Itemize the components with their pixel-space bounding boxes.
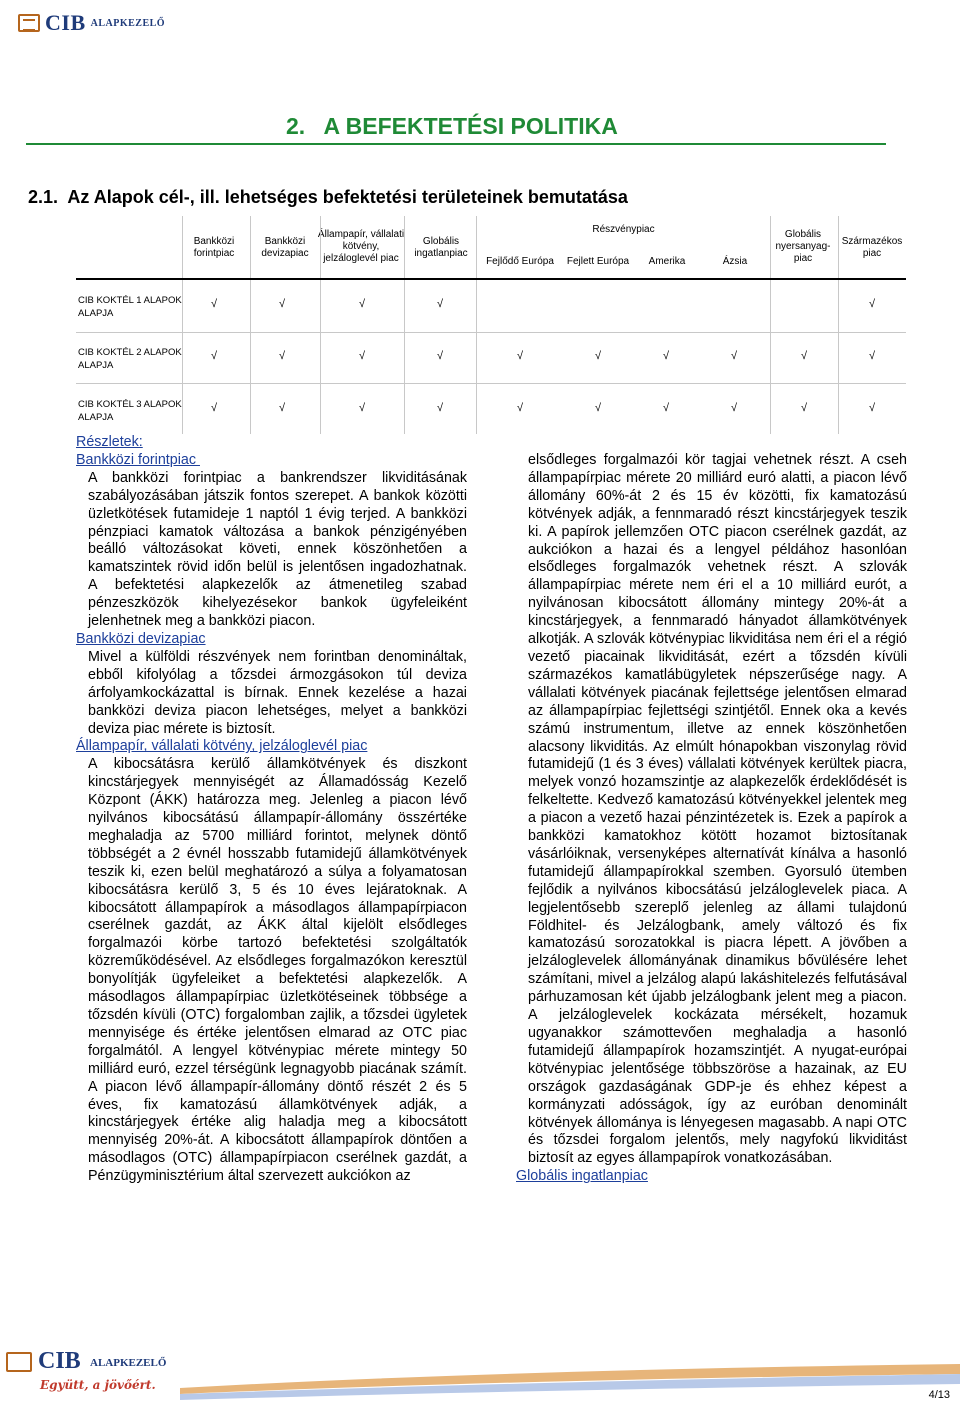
heading-allampapir-piac: Állampapír, vállalati kötvény, jelzáloglevél piac — [76, 738, 368, 755]
grid-line — [838, 216, 839, 434]
col-header-7: Ázsia — [722, 256, 748, 267]
heading-globalis-ingatlanpiac: Globális ingatlanpiac — [516, 1168, 648, 1185]
grid-line — [182, 216, 183, 434]
check-mark: √ — [358, 298, 366, 310]
check-mark: √ — [868, 402, 876, 414]
header-logo-text: CIB — [45, 10, 86, 35]
section-title: 2.1. Az Alapok cél-, ill. lehetséges befektetési területeinek bemutatása — [28, 187, 628, 207]
grid-line — [404, 216, 405, 434]
footer-logo-sub: ALAPKEZELŐ — [90, 1357, 167, 1369]
footer-logo — [6, 1348, 176, 1398]
col-header-5: Fejlett Európa — [566, 256, 630, 267]
left-column — [76, 434, 467, 1186]
paragraph-bankkozi-devizapiac: Mivel a külföldi részvények nem forintban denomináltak, ebből kifolyólag a tőzsdei ármozgásokon túl deviza árfolyamkockázattal is bírnak. Ennek kezelése a hazai bankközi deviza piacon lehetséges, melyet a bankközi deviza piac mérete is biztosít. — [88, 648, 467, 737]
grid-line — [76, 332, 906, 333]
row-label-2: CIB KOKTÉL 2 ALAPOK ALAPJA — [78, 347, 182, 371]
footer-logo-text: CIB — [38, 1348, 81, 1374]
header-logo-sub: ALAPKEZELŐ — [90, 17, 166, 29]
col-header-1: Bankközi devizapiac — [261, 236, 309, 259]
grid-line — [476, 216, 477, 434]
row-label-3: CIB KOKTÉL 3 ALAPOK ALAPJA — [78, 399, 182, 423]
col-header-6: Amerika — [648, 256, 686, 267]
details-label: Részletek: — [76, 434, 143, 450]
footer-slogan: Együtt, a jövőért. — [40, 1378, 156, 1392]
check-mark: √ — [662, 402, 670, 414]
col-header-8: Globális nyersanyag-piac — [775, 229, 831, 264]
paragraph-allampapir-piac: A kibocsátásra kerülő államkötvények és diszkont kincstárjegyek mennyiségét az Államadósság Kezelő Központ (ÁKK) határozza meg. Jelenleg a piacon lévő nyilvános kibocsátású állampapír-állomány összértéke meghaladja az 5700 milliárd forintot, melynek döntő többségét a 2 évnél hosszabb futamidejű államkötvények teszik ki, ezen belül meghatározó a súlya a folyamatosan kibocsátásra kerülő 3, 5 és 10 éves lejáratoknak. A kibocsátott állampapírok a másodlagos állampapírpiacon cserélnek gazdát, az ÁKK által kijelölt elsődleges forgalmazói körbe tartozó befektetési szolgáltatók közreműködésével. Az elsődleges forgalmazókon keresztül bonyolítják ügyfeleiket a befektetési alapkezelők. A másodlagos állampapírpiac üzletkötéseinek többsége a tőzsdén kívüli (OTC) forgalomban zajlik, a tőzsdei ügyletek mennyisége és értéke jelentősen elmarad az OTC piac forgalmától. A lengyel kötvénypiac mérete mintegy 50 milliárd euró, ezzel térségünk legnagyobb piacának számít. A piacon lévő állampapír-állomány döntő részét 2 és 5 éves, fix kamatozású államkötvények adják, a kincstárjegyek értéke alig haladja meg a kibocsátott mennyiség 20%-át. A kibocsátott állampapírok döntően a másodlagos (OTC) állampapírpiacon cserélnek gazdát, a Pénzügyminisztérium által szervezett aukciókon az — [88, 756, 467, 1185]
check-mark: √ — [594, 402, 602, 414]
check-mark: √ — [436, 298, 444, 310]
title-divider — [26, 143, 886, 145]
check-mark: √ — [436, 402, 444, 414]
paragraph-bankkozi-forintpiac: A bankközi forintpiac a bankrendszer likviditásának szabályozásában játszik fontos szerepet. A bankok közötti üzletkötések futamideje 1 naptól 1 évig terjed. A bankközi pénzpiaci kamatok változása a bankok pénzigényében beálló változásokat követi, ennek köszönhetően a kamatszintek rövid időn belül is jelentősen ingadozhatnak. A befektetési alapkezelők az átmenetileg szabad pénzeszközök kihelyezésekor bankok ügyfeleiként jelenhetnek meg a bankközi piacon. — [88, 469, 467, 630]
check-mark: √ — [516, 350, 524, 362]
paragraph-allampapir-continued: elsődleges forgalmazói kör tagjai vehetnek részt. A cseh állampapírpiac mérete 20 milliárd euró alatti, a piacon lévő állomány 60%-át 2 és 15 év közötti, fix kamatozású kötvények adják, a fennmaradó részt kincstárjegyek teszik ki. A papírok jellemzően OTC piacon cserélnek gazdát, az aukciókon a hazai és a lengyel példához hasonlóan elsődleges forgalmazók vehetnek részt. A szlovák állampapírpiac mérete nem éri el a 10 milliárd eurót, a nyilvánosan kibocsátott állomány mintegy 20%-át a kincstárjegyek, a fennmaradó hányadot államkötvények alkotják. A szlovák kötvénypiac likviditása nem éri el a régió vezető piacainak likviditását, ezért a tőzsdén kívüli származékos kamatlábügyletek népszerűsége nagy. A vállalati kötvények piacának fejlettsége jelentősen elmarad az állampapírpiac fejlettségi szintjétől. Ennek oka a kevés számú instrumentum, illetve az ennek köszönhetően alacsony likviditás. Az elmúlt hónapokban viszonylag rövid futamidejű (1 és 3 éves) vállalati kötvények kerültek piacra, melyek vonzó hozamszintje az alapkezelők érdeklődését is felkeltette. Kedvező kamatozású kötvényekkel jelentek meg a piacon a vezető hazai pénzintézetek is. Ezek a papírok a bankközi kamatokhoz kötött hozamot biztosítanak vásárlóiknak, versenyképes alternatívát kínálva a hasonló futamidejű állampapírokkal szemben. Gyorsuló ütemben fejlődik a nyilvános kibocsátású jelzáloglevelek piaca. A legjelentősebb szereplő jelenleg az állami tulajdonú Földhitel- és Jelzálogbank, amely változó és fix kamatozású sorozatokkal is piacra lépett. A jövőben a jelzáloglevelek állományának dinamikus bővülésére lehet számítani, mivel a jelzálog alapú lakáshitelezés felfutásával párhuzamosan két újabb jelzálogbank jelent meg a piacon. A jelzáloglevelek kockázata mérsékelt, hozamuk ugyanakkor számottevően meghaladja a hasonló futamidejű állampapírok hozamszintjét. A nyugat-európai kötvénypiac jelentősége többszöröse a hazainak, az EU országok gazdaságának GDP-je és ehhez képest a kormányzati adósságok, így az euróban denominált kötvények állománya is lényegesen magasabb. A napi OTC és tőzsdei forgalom jelentős, mely nagyfokú likviditást biztosít az egyes állampapírok vonatkozásában. — [528, 452, 907, 1167]
col-header-3: Globális ingatlanpiac — [414, 236, 468, 259]
check-mark: √ — [800, 402, 808, 414]
grid-line — [320, 216, 321, 434]
col-group-header: Részvénypiac — [592, 224, 655, 235]
col-header-9: Származékos piac — [841, 236, 903, 259]
page-number: 4/13 — [928, 1389, 950, 1401]
check-mark: √ — [210, 350, 218, 362]
investment-areas-table — [76, 216, 906, 434]
check-mark: √ — [358, 350, 366, 362]
heading-bankkozi-forintpiac: Bankközi forintpiac — [76, 451, 200, 468]
check-mark: √ — [730, 350, 738, 362]
check-mark: √ — [278, 402, 286, 414]
check-mark: √ — [730, 402, 738, 414]
row-label-1: CIB KOKTÉL 1 ALAPOK ALAPJA — [78, 295, 182, 319]
check-mark: √ — [278, 298, 286, 310]
header-logo — [18, 10, 168, 36]
grid-line — [250, 216, 251, 434]
header-rule — [76, 278, 906, 280]
check-mark: √ — [868, 298, 876, 310]
check-mark: √ — [278, 350, 286, 362]
grid-line — [770, 216, 771, 434]
check-mark: √ — [436, 350, 444, 362]
check-mark: √ — [868, 350, 876, 362]
check-mark: √ — [594, 350, 602, 362]
col-header-4: Fejlődő Európa — [486, 256, 554, 267]
check-mark: √ — [210, 402, 218, 414]
chapter-title: 2. A BEFEKTETÉSI POLITIKA — [286, 113, 618, 139]
check-mark: √ — [662, 350, 670, 362]
col-header-0: Bankközi forintpiac — [193, 236, 235, 259]
grid-line — [76, 383, 906, 384]
cib-footer-logo-icon — [6, 1352, 32, 1372]
col-header-2: Állampapír, vállalati kötvény, jelzáloglevél piac — [317, 229, 405, 264]
heading-bankkozi-devizapiac: Bankközi devizapiac — [76, 630, 206, 647]
right-column — [516, 452, 907, 1186]
check-mark: √ — [358, 402, 366, 414]
check-mark: √ — [800, 350, 808, 362]
check-mark: √ — [516, 402, 524, 414]
check-mark: √ — [210, 298, 218, 310]
cib-logo-icon — [18, 14, 40, 32]
